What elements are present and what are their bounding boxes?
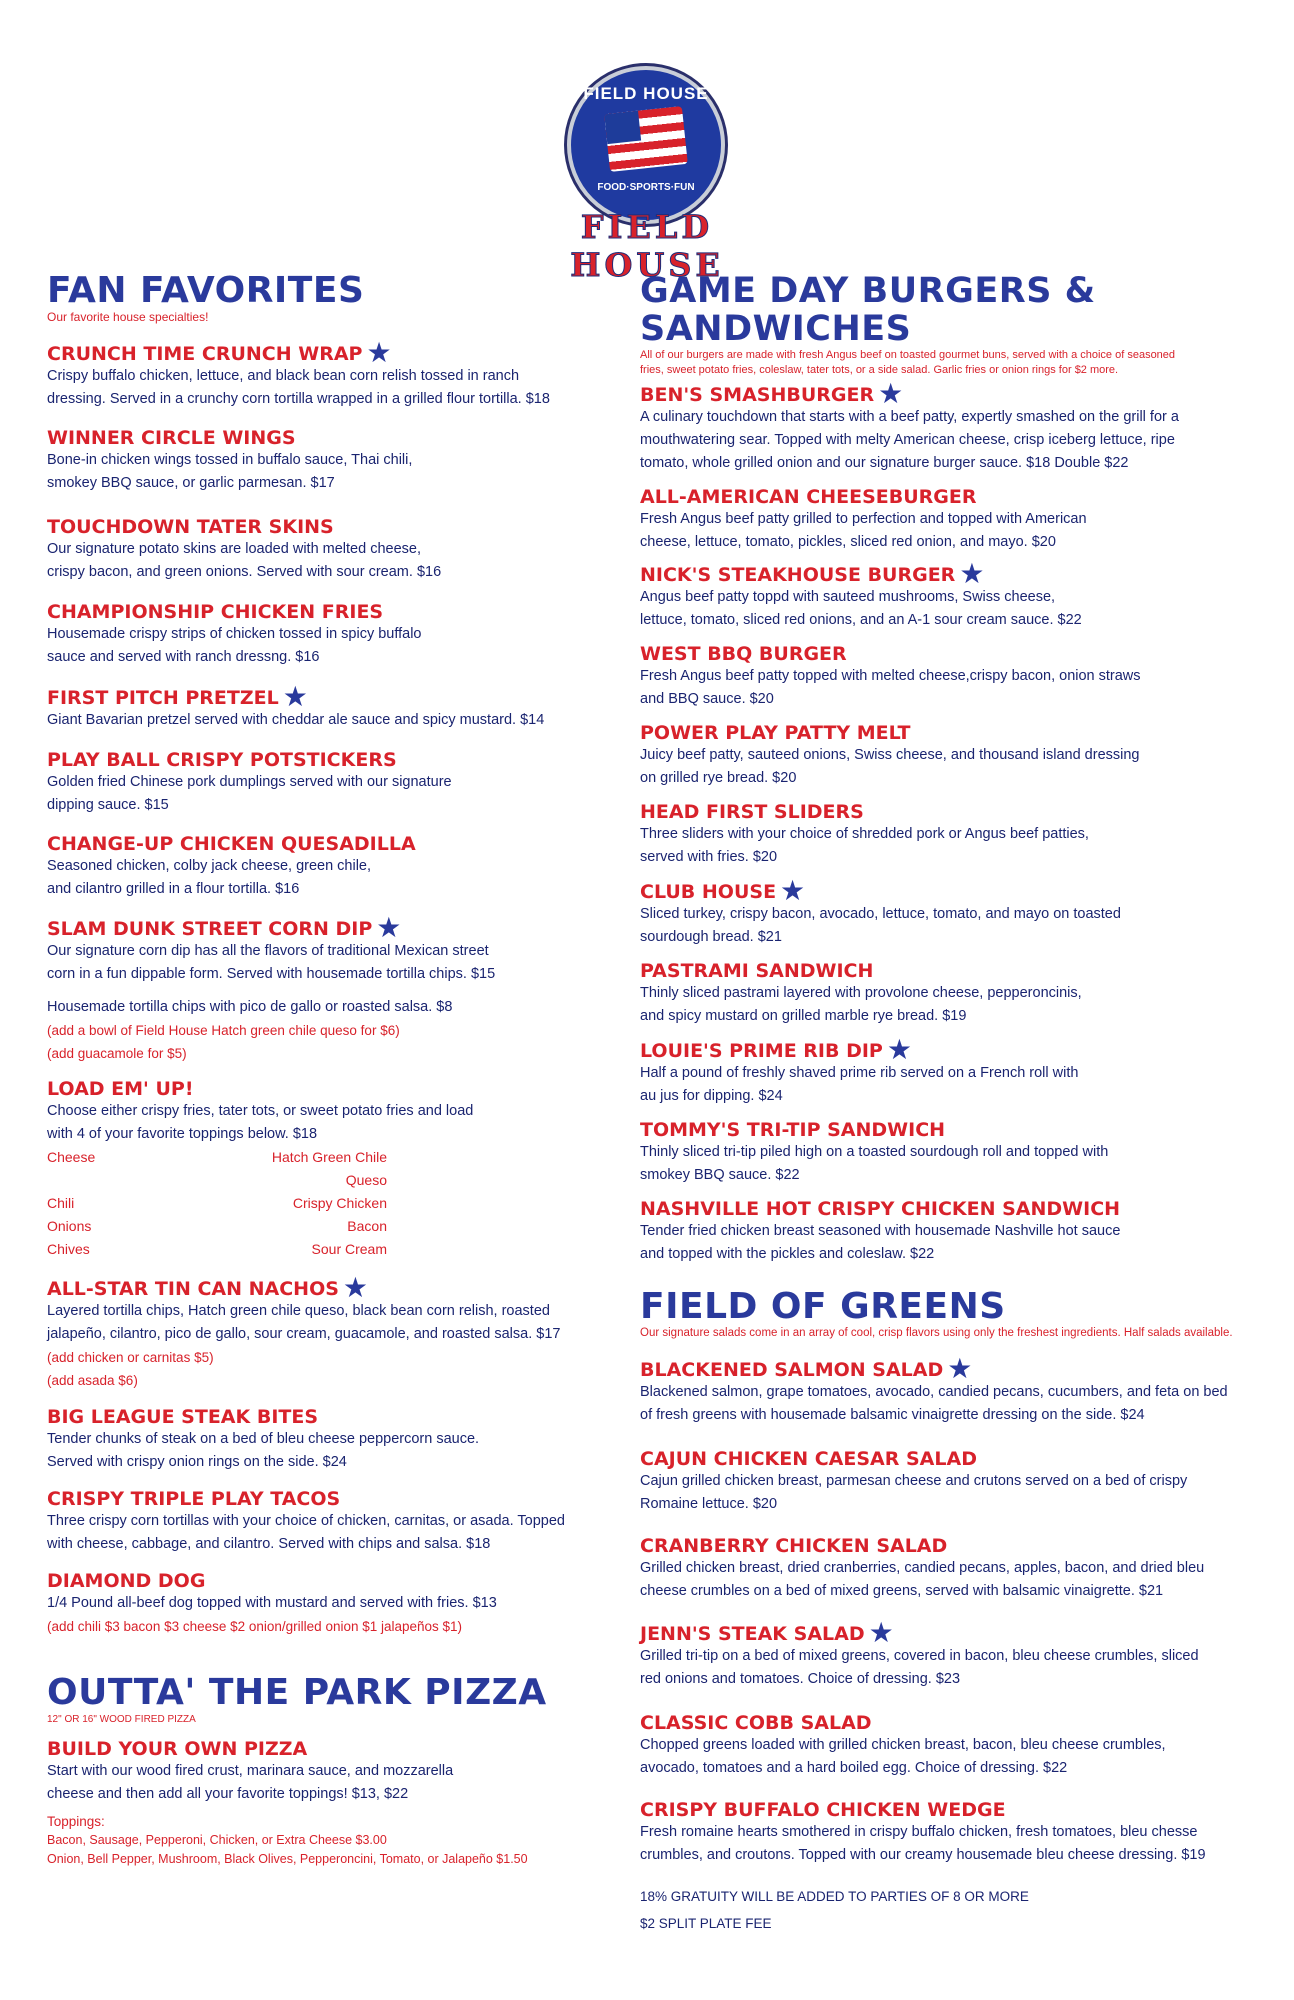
- item-desc: Sliced turkey, crispy bacon, avocado, lettuce, tomato, and mayo on toasted: [640, 906, 1121, 922]
- item-name: CHANGE-UP CHICKEN QUESADILLA: [47, 833, 416, 855]
- fan-favorites-title: FAN FAVORITES: [47, 270, 365, 311]
- item-addon: (add asada $6): [47, 1373, 138, 1388]
- item-desc: with 4 of your favorite toppings below. $18: [47, 1126, 318, 1142]
- menu-item: [640, 1353, 1260, 1427]
- item-name: CAJUN CHICKEN CAESAR SALAD: [640, 1448, 977, 1470]
- topping: Crispy Chicken: [292, 1195, 387, 1211]
- menu-item: [640, 1800, 1260, 1867]
- item-name: NICK'S STEAKHOUSE BURGER: [640, 564, 956, 586]
- star-icon: ★: [878, 378, 904, 409]
- pizza-subtitle: 12" OR 16" WOOD FIRED PIZZA: [47, 1714, 196, 1725]
- menu-item: [47, 912, 617, 986]
- logo-bottom-text: FOOD·SPORTS·FUN: [597, 182, 695, 193]
- item-name: ALL-AMERICAN CHEESEBURGER: [640, 486, 977, 508]
- item-desc: Juicy beef patty, sauteed onions, Swiss cheese, and thousand island dressing: [640, 747, 1140, 763]
- item-desc: and spicy mustard on grilled marble rye bread. $19: [640, 1008, 967, 1024]
- item-desc: Housemade tortilla chips with pico de gallo or roasted salsa. $8: [47, 999, 453, 1015]
- menu-item: [47, 337, 617, 411]
- star-icon: ★: [947, 1353, 973, 1384]
- item-desc: and topped with the pickles and coleslaw. $22: [640, 1246, 935, 1262]
- menu-item: [640, 1120, 1260, 1187]
- item-desc: Fresh romaine hearts smothered in crispy buffalo chicken, fresh tomatoes, bleu chesse: [640, 1824, 1198, 1840]
- item-desc: cheese crumbles on a bed of mixed greens, served with balsamic vinaigrette. $21: [640, 1583, 1164, 1599]
- star-icon: ★: [366, 337, 392, 368]
- burgers-subtitle: All of our burgers are made with fresh Angus beef on toasted gourmet buns, served with a choice of seasoned: [640, 349, 1176, 361]
- logo-top-text: FIELD HOUSE: [583, 84, 709, 103]
- item-desc: Tender fried chicken breast seasoned with housemade Nashville hot sauce: [640, 1223, 1121, 1239]
- item-desc: smokey BBQ sauce. $22: [640, 1167, 800, 1183]
- item-name: HEAD FIRST SLIDERS: [640, 801, 864, 823]
- item-desc: served with fries. $20: [640, 849, 778, 865]
- item-desc: Served with crispy onion rings on the side. $24: [47, 1454, 347, 1470]
- item-desc: sourdough bread. $21: [640, 929, 782, 945]
- item-name: NASHVILLE HOT CRISPY CHICKEN SANDWICH: [640, 1198, 1121, 1220]
- item-desc: A culinary touchdown that starts with a beef patty, expertly smashed on the grill for a: [640, 409, 1179, 425]
- item-name: CRISPY TRIPLE PLAY TACOS: [47, 1488, 341, 1510]
- greens-subtitle: Our signature salads come in an array of cool, crisp flavors using only the freshest ingredients. Half salads available.: [640, 1327, 1233, 1339]
- item-desc: corn in a fun dippable form. Served with housemade tortilla chips. $15: [47, 966, 496, 982]
- star-icon: ★: [886, 1034, 912, 1065]
- pizza-title: OUTTA' THE PARK PIZZA: [47, 1672, 547, 1713]
- item-desc: smokey BBQ sauce, or garlic parmesan. $17: [47, 475, 335, 491]
- item-desc: Our signature corn dip has all the flavors of traditional Mexican street: [47, 943, 489, 959]
- item-desc: Tender chunks of steak on a bed of bleu cheese peppercorn sauce.: [47, 1431, 480, 1447]
- menu-item: [640, 1536, 1260, 1603]
- item-desc: Grilled chicken breast, dried cranberries, candied pecans, apples, bacon, and dried bleu: [640, 1560, 1205, 1576]
- item-desc: au jus for dipping. $24: [640, 1088, 783, 1104]
- field-house-logo: [480, 60, 814, 284]
- topping: Onions: [47, 1218, 92, 1234]
- menu-item: [640, 802, 1260, 869]
- item-desc: jalapeño, cilantro, pico de gallo, sour cream, guacamole, and roasted salsa. $17: [47, 1326, 561, 1342]
- item-desc: Three crispy corn tortillas with your choice of chicken, carnitas, or asada. Topped: [47, 1513, 565, 1529]
- item-name: LOAD EM' UP!: [47, 1078, 194, 1100]
- item-addon: (add chicken or carnitas $5): [47, 1350, 214, 1365]
- item-desc: Start with our wood fired crust, marinara sauce, and mozzarella: [47, 1763, 454, 1779]
- item-desc: Thinly sliced pastrami layered with provolone cheese, pepperoncinis,: [640, 985, 1082, 1001]
- item-name: BLACKENED SALMON SALAD: [640, 1359, 944, 1381]
- menu-item: [640, 1617, 1260, 1691]
- item-name: PLAY BALL CRISPY POTSTICKERS: [47, 749, 397, 771]
- toppings-line: Bacon, Sausage, Pepperoni, Chicken, or Extra Cheese $3.00: [47, 1833, 387, 1847]
- item-desc: crispy bacon, and green onions. Served with sour cream. $16: [47, 564, 442, 580]
- item-desc: dipping sauce. $15: [47, 797, 169, 813]
- item-name: CLASSIC COBB SALAD: [640, 1712, 872, 1734]
- item-desc: of fresh greens with housemade balsamic vinaigrette dressing on the side. $24: [640, 1407, 1145, 1423]
- item-desc: Grilled tri-tip on a bed of mixed greens, covered in bacon, bleu cheese crumbles, sliced: [640, 1648, 1199, 1664]
- item-desc: dressing. Served in a crunchy corn tortilla wrapped in a grilled flour tortilla. $18: [47, 391, 550, 407]
- logo-badge: [567, 66, 725, 224]
- menu-item: [47, 750, 617, 817]
- item-desc: sauce and served with ranch dressng. $16: [47, 649, 320, 665]
- menu-item: [640, 378, 1260, 475]
- item-name: WEST BBQ BURGER: [640, 643, 847, 665]
- menu-item: [640, 1713, 1260, 1780]
- topping: Bacon: [347, 1218, 387, 1234]
- topping: Sour Cream: [311, 1241, 387, 1257]
- left-column: [47, 272, 617, 1869]
- item-desc: Half a pound of freshly shaved prime rib served on a French roll with: [640, 1065, 1079, 1081]
- gratuity-note: 18% GRATUITY WILL BE ADDED TO PARTIES OF 8 OR MORE: [640, 1889, 1029, 1904]
- item-desc: and cilantro grilled in a flour tortilla. $16: [47, 881, 300, 897]
- item-desc: Crispy buffalo chicken, lettuce, and black bean corn relish tossed in ranch: [47, 368, 520, 384]
- flag-icon: [604, 106, 688, 172]
- item-name: BIG LEAGUE STEAK BITES: [47, 1406, 319, 1428]
- item-desc: cheese and then add all your favorite toppings! $13, $22: [47, 1786, 409, 1802]
- item-addon: (add chili $3 bacon $3 cheese $2 onion/grilled onion $1 jalapeños $1): [47, 1619, 463, 1634]
- item-desc: Giant Bavarian pretzel served with cheddar ale sauce and spicy mustard. $14: [47, 712, 545, 728]
- item-desc: tomato, whole grilled onion and our signature burger sauce. $18 Double $22: [640, 455, 1129, 471]
- fan-favorites-subtitle: Our favorite house specialties!: [47, 310, 209, 324]
- menu-item: [47, 1739, 617, 1869]
- item-desc: Fresh Angus beef patty topped with melted cheese,crispy bacon, onion straws: [640, 668, 1141, 684]
- item-desc: Golden fried Chinese pork dumplings served with our signature: [47, 774, 452, 790]
- logo-wordmark: FIELD HOUSE: [570, 208, 724, 284]
- toppings-grid: [47, 1146, 617, 1261]
- menu-item: [640, 723, 1260, 790]
- item-desc: on grilled rye bread. $20: [640, 770, 797, 786]
- split-plate-note: $2 SPLIT PLATE FEE: [640, 1916, 772, 1931]
- menu-item: [640, 1449, 1260, 1516]
- item-name: TOMMY'S TRI-TIP SANDWICH: [640, 1119, 946, 1141]
- menu-item: [640, 558, 1260, 632]
- burgers-subtitle: fries, sweet potato fries, coleslaw, tater tots, or a side salad. Garlic fries or onion rings for $2 more.: [640, 364, 1119, 376]
- star-icon: ★: [780, 875, 806, 906]
- menu-item: [640, 1034, 1260, 1108]
- item-desc: Chopped greens loaded with grilled chicken breast, bacon, bleu cheese crumbles,: [640, 1737, 1166, 1753]
- menu-item: [47, 681, 617, 732]
- item-desc: Three sliders with your choice of shredded pork or Angus beef patties,: [640, 826, 1089, 842]
- menu-item: [640, 1199, 1260, 1266]
- item-name: BUILD YOUR OWN PIZZA: [47, 1738, 308, 1760]
- right-column: [640, 272, 1260, 1935]
- item-desc: cheese, lettuce, tomato, pickles, sliced red onion, and mayo. $20: [640, 534, 1056, 550]
- item-desc: Choose either crispy fries, tater tots, or sweet potato fries and load: [47, 1103, 474, 1119]
- menu-item: [640, 961, 1260, 1028]
- item-name: CRISPY BUFFALO CHICKEN WEDGE: [640, 1799, 1006, 1821]
- topping: Chives: [47, 1241, 90, 1257]
- menu-item: [47, 517, 617, 584]
- menu-item: [640, 487, 1260, 554]
- topping: Cheese: [47, 1149, 96, 1165]
- item-addon: (add a bowl of Field House Hatch green chile queso for $6): [47, 1023, 400, 1038]
- item-desc: mouthwatering sear. Topped with melty American cheese, crisp iceberg lettuce, ripe: [640, 432, 1175, 448]
- item-name: SLAM DUNK STREET CORN DIP: [47, 918, 373, 940]
- item-desc: Cajun grilled chicken breast, parmesan cheese and crutons served on a bed of crispy: [640, 1473, 1188, 1489]
- item-desc: Thinly sliced tri-tip piled high on a toasted sourdough roll and topped with: [640, 1144, 1109, 1160]
- menu-item: [47, 602, 617, 669]
- item-name: CRUNCH TIME CRUNCH WRAP: [47, 343, 363, 365]
- item-desc: red onions and tomatoes. Choice of dressing. $23: [640, 1671, 961, 1687]
- item-name: TOUCHDOWN TATER SKINS: [47, 516, 334, 538]
- topping: Hatch Green Chile Queso: [271, 1149, 387, 1188]
- star-icon: ★: [282, 681, 308, 712]
- item-name: LOUIE'S PRIME RIB DIP: [640, 1040, 883, 1062]
- greens-title: FIELD OF GREENS: [640, 1286, 1006, 1327]
- menu-item: [640, 644, 1260, 711]
- item-name: CRANBERRY CHICKEN SALAD: [640, 1535, 948, 1557]
- item-name: ALL-STAR TIN CAN NACHOS: [47, 1278, 339, 1300]
- burgers-title: GAME DAY BURGERS & SANDWICHES: [640, 271, 1096, 349]
- star-icon: ★: [959, 558, 985, 589]
- toppings-line: Onion, Bell Pepper, Mushroom, Black Olives, Pepperoncini, Tomato, or Jalapeño $1.50: [47, 1852, 528, 1866]
- menu-item: [47, 1079, 617, 1261]
- item-desc: lettuce, tomato, sliced red onions, and an A-1 sour cream sauce. $22: [640, 612, 1082, 628]
- item-name: BEN'S SMASHBURGER: [640, 384, 875, 406]
- topping: Chili: [47, 1195, 75, 1211]
- item-desc: Angus beef patty toppd with sauteed mushrooms, Swiss cheese,: [640, 589, 1056, 605]
- item-desc: avocado, tomatoes and a hard boiled egg. Choice of dressing. $22: [640, 1760, 1068, 1776]
- item-desc: Fresh Angus beef patty grilled to perfection and topped with American: [640, 511, 1087, 527]
- item-desc: crumbles, and croutons. Topped with our creamy housemade bleu cheese dressing. $19: [640, 1847, 1206, 1863]
- star-icon: ★: [868, 1617, 894, 1648]
- item-desc: Our signature potato skins are loaded with melted cheese,: [47, 541, 421, 557]
- item-name: FIRST PITCH PRETZEL: [47, 687, 279, 709]
- item-desc: Romaine lettuce. $20: [640, 1496, 778, 1512]
- item-desc: Seasoned chicken, colby jack cheese, green chile,: [47, 858, 372, 874]
- menu-item: [47, 834, 617, 901]
- menu-item: [47, 1489, 617, 1556]
- item-name: PASTRAMI SANDWICH: [640, 960, 874, 982]
- menu-item: [47, 428, 617, 495]
- item-name: WINNER CIRCLE WINGS: [47, 427, 296, 449]
- item-addon: (add guacamole for $5): [47, 1046, 187, 1061]
- toppings-label: Toppings:: [47, 1814, 105, 1829]
- menu-item: [47, 1272, 617, 1392]
- menu-item: [47, 996, 617, 1065]
- item-desc: Blackened salmon, grape tomatoes, avocado, candied pecans, cucumbers, and feta on bed: [640, 1384, 1228, 1400]
- item-desc: Layered tortilla chips, Hatch green chile queso, black bean corn relish, roasted: [47, 1303, 550, 1319]
- menu-item: [47, 1407, 617, 1474]
- item-desc: Housemade crispy strips of chicken tossed in spicy buffalo: [47, 626, 422, 642]
- item-desc: with cheese, cabbage, and cilantro. Served with chips and salsa. $18: [47, 1536, 491, 1552]
- item-name: DIAMOND DOG: [47, 1570, 206, 1592]
- item-name: CHAMPIONSHIP CHICKEN FRIES: [47, 601, 384, 623]
- item-desc: Bone-in chicken wings tossed in buffalo sauce, Thai chili,: [47, 452, 413, 468]
- item-desc: 1/4 Pound all-beef dog topped with mustard and served with fries. $13: [47, 1595, 497, 1611]
- item-desc: and BBQ sauce. $20: [640, 691, 774, 707]
- item-name: JENN'S STEAK SALAD: [640, 1623, 865, 1645]
- item-name: CLUB HOUSE: [640, 881, 777, 903]
- menu-item: [640, 875, 1260, 949]
- menu-item: [47, 1571, 617, 1638]
- item-name: POWER PLAY PATTY MELT: [640, 722, 911, 744]
- star-icon: ★: [376, 912, 402, 943]
- star-icon: ★: [342, 1272, 369, 1303]
